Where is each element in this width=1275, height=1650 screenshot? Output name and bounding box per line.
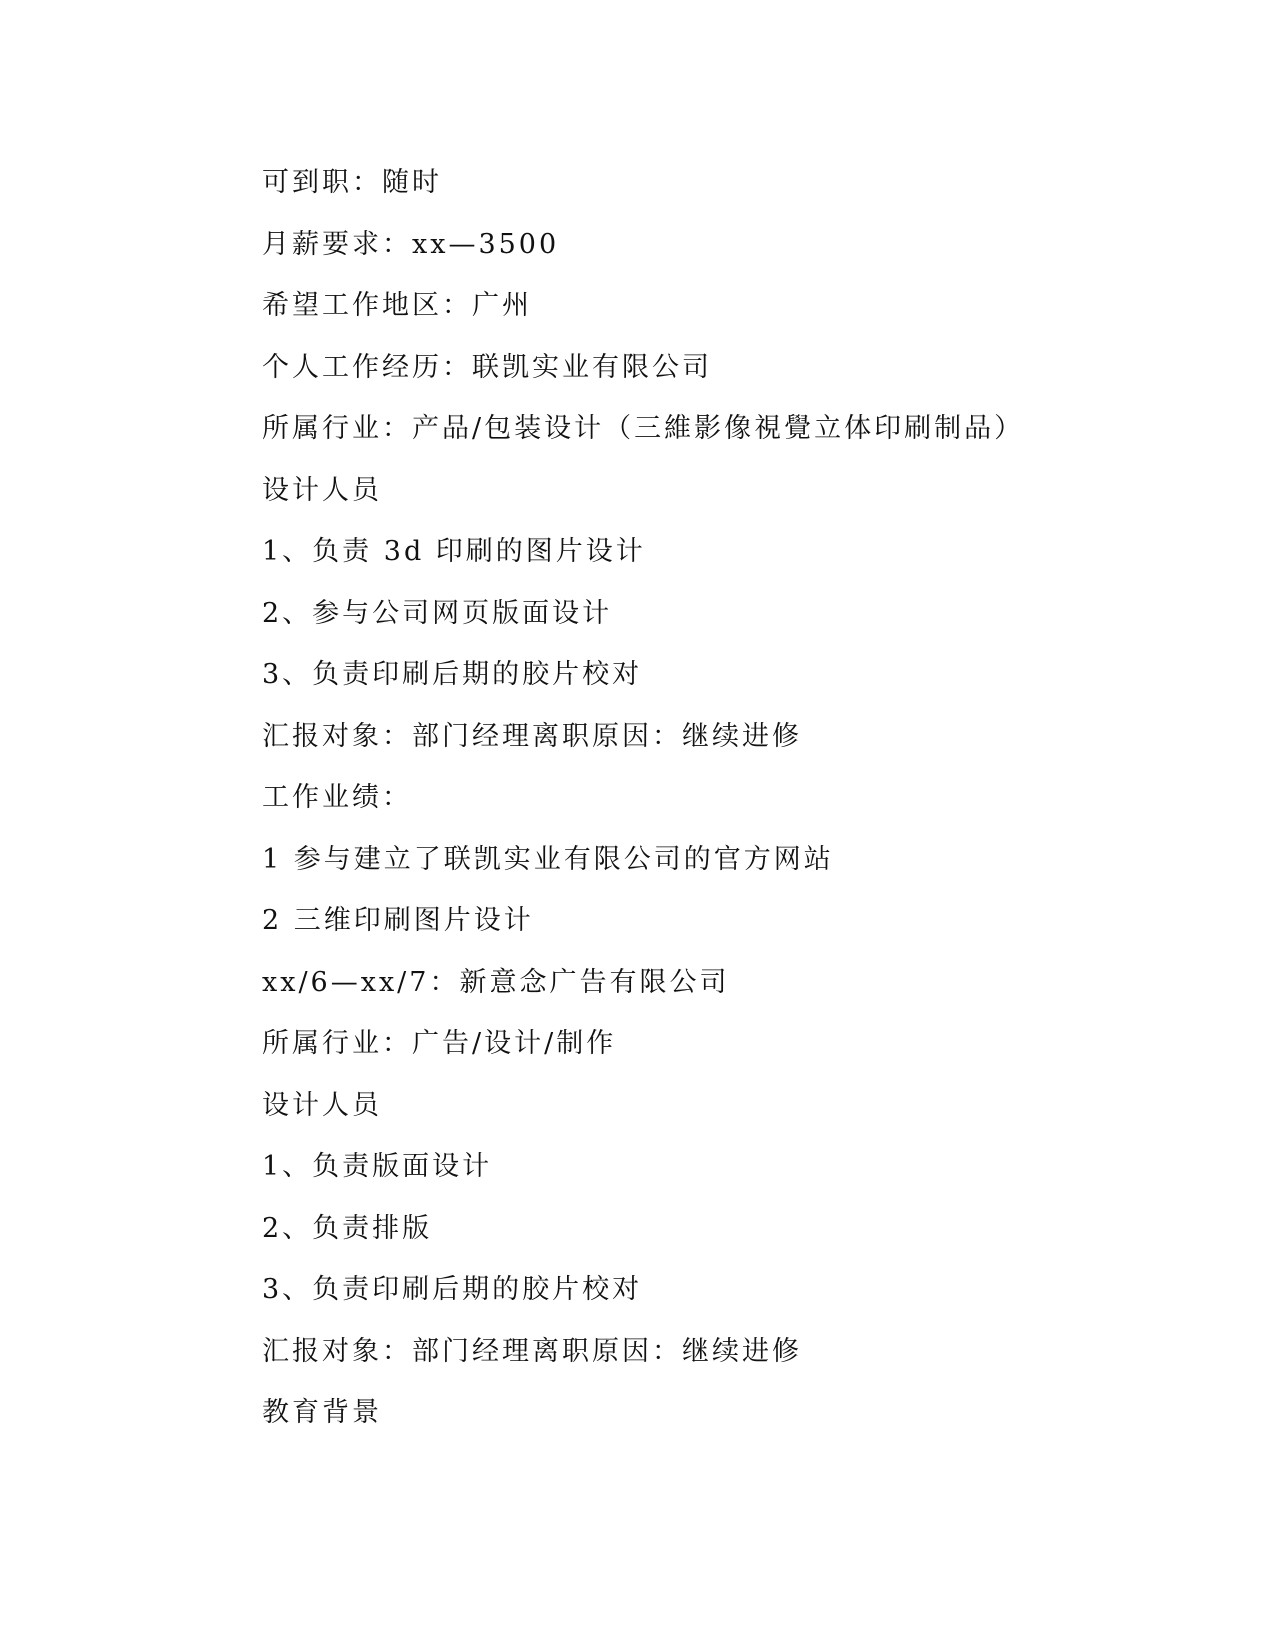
achievement-item: 1 参与建立了联凯实业有限公司的官方网站 [262,843,834,875]
salary-line: 月薪要求：xx—3500 [262,228,560,260]
work-history-line: 个人工作经历：联凯实业有限公司 [262,351,712,383]
position-title: 设计人员 [262,1089,382,1121]
duty-item: 2、参与公司网页版面设计 [262,597,613,629]
duty-item: 2、负责排版 [262,1212,433,1244]
duty-item: 3、负责印刷后期的胶片校对 [262,1274,643,1305]
report-leave-line: 汇报对象：部门经理离职原因：继续进修 [262,1335,802,1367]
industry-line: 所属行业：产品/包装设计（三維影像視覺立体印刷制品） [262,413,1025,444]
duty-item: 1、负责版面设计 [262,1151,493,1182]
report-leave-line: 汇报对象：部门经理离职原因：继续进修 [262,720,802,752]
work-location-line: 希望工作地区：广州 [262,290,532,321]
education-heading: 教育背景 [262,1397,382,1428]
industry-line: 所属行业：广告/设计/制作 [262,1028,617,1059]
achievement-item: 2 三维印刷图片设计 [262,905,534,936]
duty-item: 3、负责印刷后期的胶片校对 [262,659,643,690]
employment-period-line: xx/6—xx/7：新意念广告有限公司 [262,966,730,998]
achievements-heading: 工作业绩： [262,782,412,813]
position-title: 设计人员 [262,474,382,506]
duty-item: 1、负责 3d 印刷的图片设计 [262,536,646,567]
document-body [262,163,1162,1455]
availability-line: 可到职：随时 [262,167,442,198]
